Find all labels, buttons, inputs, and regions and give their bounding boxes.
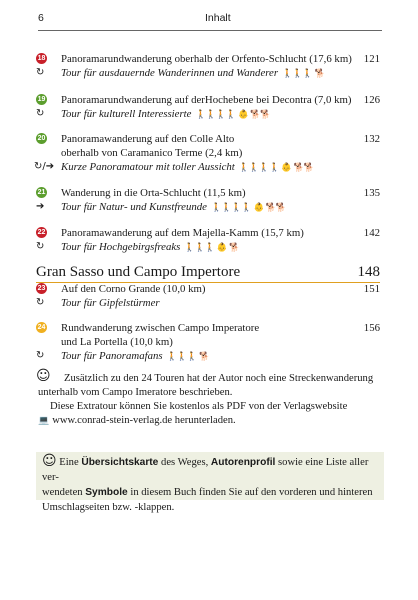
tour-title: Panoramawanderung auf dem Majella-Kamm (15,7 km) — [61, 227, 304, 239]
tour-page: 142 — [363, 227, 380, 239]
toc-entry[interactable] — [36, 186, 380, 214]
page-header — [38, 12, 382, 28]
tour-title: Rundwanderung zwischen Campo Imperatore — [61, 322, 260, 334]
extra-tour-note — [36, 368, 382, 414]
hiker-stroller-dog-icons: 🚶🚶🚶🚶 👶 🐕🐕 — [195, 110, 271, 120]
tour-title: Auf den Corno Grande (10,0 km) — [61, 283, 206, 295]
note-line: Zusätzlich zu den 24 Touren hat der Autor noch eine Streckenwanderung — [64, 373, 374, 384]
loop-route-icon: ↻ — [36, 108, 45, 119]
note-line: unterhalb vom Campo Imeratore beschrieben. — [38, 387, 233, 398]
tour-number-badge: 23 — [37, 285, 46, 292]
keyword-overview-map: Übersichtskarte — [81, 457, 159, 468]
tour-subtitle: Tour für ausdauernde Wanderinnen und Wanderer — [61, 67, 279, 79]
loop-route-icon: ↻ — [36, 350, 45, 361]
tour-title-continued: oberhalb von Caramanico Terme (2,4 km) — [61, 147, 243, 159]
hiker-dog-icons: 🚶🚶🚶 🐕 — [282, 69, 325, 79]
region-heading[interactable] — [36, 264, 380, 281]
section-title: Inhalt — [205, 12, 231, 24]
smiley-icon: ☺ — [42, 453, 57, 469]
tour-title-continued: und La Portella (10,0 km) — [61, 336, 173, 348]
tour-subtitle: Tour für Panoramafans — [61, 350, 163, 362]
hiker-stroller-dog-icons: 🚶🚶🚶 👶 🐕 — [184, 243, 240, 253]
website-link[interactable]: www.conrad-stein-verlag.de herunterladen. — [52, 415, 236, 426]
tour-title: Panoramarundwanderung auf derHochebene bei Decontra (7,0 km) — [61, 94, 352, 106]
tour-page: 121 — [363, 53, 380, 65]
tour-title: Panoramarundwanderung oberhalb der Orfento-Schlucht (17,6 km) — [61, 53, 352, 65]
toc-entry[interactable] — [36, 321, 380, 363]
tour-number-badge: 19 — [37, 96, 46, 103]
website-line[interactable] — [38, 415, 236, 426]
note-line: Diese Extratour können Sie kostenlos als PDF von der Verlagswebsite — [50, 401, 348, 412]
tour-number-badge: 22 — [37, 229, 46, 236]
region-title: Gran Sasso und Campo Impertore — [36, 264, 241, 280]
tour-subtitle: Tour für Hochgebirgsfreaks — [61, 241, 181, 253]
page-number: 6 — [38, 12, 44, 24]
tour-page: 132 — [363, 133, 380, 145]
tour-number-badge: 21 — [37, 189, 46, 196]
keyword-author-profile: Autorenprofil — [210, 457, 276, 468]
tour-page: 156 — [363, 322, 380, 334]
loop-route-icon: ↻ — [36, 297, 45, 308]
hiker-stroller-dog-icons: 🚶🚶🚶🚶 👶 🐕🐕 — [210, 203, 286, 213]
tour-page: 151 — [363, 283, 380, 295]
tour-subtitle: Kurze Panoramatour mit toller Aussicht — [61, 161, 235, 173]
tour-number-badge: 24 — [37, 324, 46, 331]
tour-subtitle: Tour für Natur- und Kunstfreunde — [61, 201, 207, 213]
toc-entry[interactable] — [34, 132, 380, 174]
loop-route-icon: ↻ — [36, 241, 45, 252]
tour-number-badge: 20 — [37, 135, 46, 142]
toc-entry[interactable] — [36, 282, 380, 310]
smiley-icon: ☺ — [36, 368, 51, 384]
tour-number-badge: 18 — [37, 55, 46, 62]
tour-page: 135 — [363, 187, 380, 199]
tour-page: 126 — [363, 94, 380, 106]
oneway-route-icon: ➔ — [36, 201, 45, 212]
computer-icon: 💻 — [38, 416, 50, 426]
tour-subtitle: Tour für kulturell Interessierte — [61, 108, 192, 120]
keyword-symbols: Symbole — [85, 487, 128, 498]
tour-title: Wanderung in die Orta-Schlucht (11,5 km) — [61, 187, 246, 199]
hiker-stroller-dog-icons: 🚶🚶🚶🚶 👶 🐕🐕 — [238, 163, 314, 173]
loop-route-icon: ↻ — [36, 67, 45, 78]
hiker-dog-icons: 🚶🚶🚶 🐕 — [166, 352, 210, 362]
region-page: 148 — [357, 264, 380, 280]
info-box: ☺ Eine Übersichtskarte des Weges, Autorenprofil sowie eine Liste aller ver- wendeten Symbole in diesem Buch finden Sie auf den vorderen und hinteren Umschlagseiten bzw. -klappen. — [36, 452, 384, 500]
toc-entry[interactable] — [36, 52, 380, 80]
toc-entry[interactable] — [36, 93, 380, 121]
header-rule — [38, 30, 382, 31]
toc-entry[interactable] — [36, 226, 380, 254]
tour-subtitle: Tour für Gipfelstürmer — [61, 297, 160, 309]
tour-title: Panoramawanderung auf den Colle Alto — [61, 133, 235, 145]
loop-or-oneway-route-icon: ↻/➔ — [34, 161, 55, 172]
